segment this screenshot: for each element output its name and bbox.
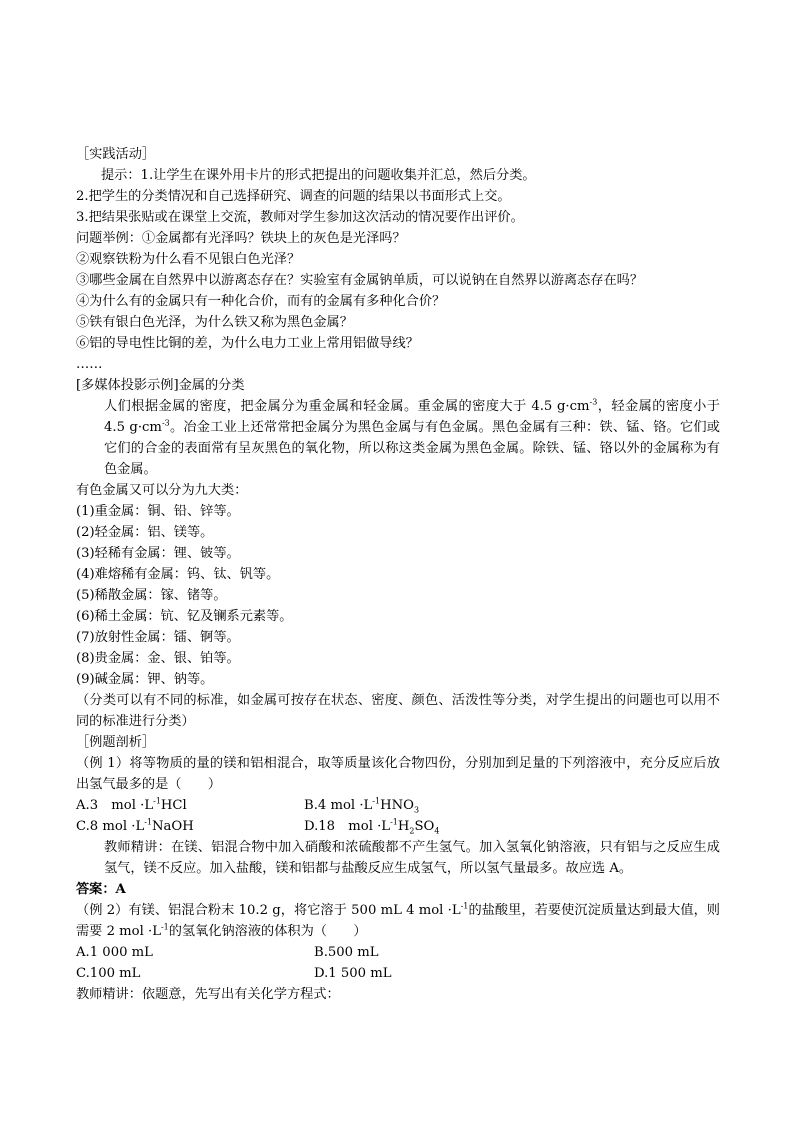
- ellipsis: ……: [76, 357, 103, 372]
- example-1-options-row-2: [76, 816, 720, 837]
- question-example-3: ③哪些金属在自然界中以游离态存在？实验室有金属钠单质，可以说钠在自然界以游离态存在吗？: [76, 273, 644, 288]
- example-2-explanation: 教师精讲：依题意，先写出有关化学方程式：: [76, 987, 340, 1002]
- classification-subhead: 有色金属又可以分为九大类：: [76, 483, 248, 498]
- metal-category-item: (2)轻金属：铝、镁等。: [76, 525, 214, 540]
- practice-heading: ［实践活动］: [76, 147, 156, 162]
- example-1-option-a: A.3 mol $\cdot L^{-1}HCl$: [76, 796, 187, 813]
- example-1-option-d: D.18 mol $\cdot L^{-1}H_2SO_4$: [304, 817, 440, 836]
- classification-intro: 人们根据金属的密度，把金属分为重金属和轻金属。重金属的密度大于 4.5 $g\cdot cm^{-3}$，轻金属的密度小于 4.5 $g\cdot cm^{-3}$。冶金工业上还常常把金属分为黑色金属与有色金属。黑色金属有三种：铁、锰、铬。它们或它们的合金的表面常有呈灰黑色的氧化物，所以称这类金属为黑色金属。除铁、锰、铬以外的金属称为有色金属。: [104, 397, 720, 477]
- metal-category-item: (1)重金属：铜、铅、锌等。: [76, 504, 240, 519]
- practice-tip-2: 2.把学生的分类情况和自己选择研究、调查的问题的结果以书面形式上交。: [76, 189, 511, 204]
- question-example-1: 问题举例：①金属都有光泽吗？铁块上的灰色是光泽吗？: [76, 231, 406, 246]
- example-2-options-row-1: [76, 942, 720, 963]
- example-2-option-b: B.500 mL: [314, 945, 379, 960]
- example-1-option-b: B.4 mol $\cdot L^{-1}HNO_3$: [304, 796, 420, 815]
- example-1-question: （例 1）将等物质的量的镁和铝相混合，取等质量该化合物四份，分别加到足量的下列溶液中，充分反应后放出氢气最多的是（ ）: [76, 756, 720, 792]
- metal-category-item: (3)轻稀有金属：锂、铍等。: [76, 546, 240, 561]
- question-example-5: ⑤铁有银白色光泽，为什么铁又称为黑色金属？: [76, 315, 353, 330]
- example-2-option-a: A.1 000 mL: [76, 945, 153, 960]
- example-1-answer: 答案：A: [76, 882, 126, 897]
- metal-category-item: (6)稀土金属：钪、钇及镧系元素等。: [76, 609, 293, 624]
- document-content: [76, 144, 720, 1005]
- examples-heading: ［例题剖析］: [76, 735, 156, 750]
- question-example-6: ⑥铝的导电性比铜的差，为什么电力工业上常用铝做导线？: [76, 336, 419, 351]
- metal-category-item: (5)稀散金属：镓、锗等。: [76, 588, 227, 603]
- practice-tip-3: 3.把结果张贴或在课堂上交流，教师对学生参加这次活动的情况要作出评价。: [76, 210, 524, 225]
- example-2-option-c: C.100 mL: [76, 966, 141, 981]
- classification-note: （分类可以有不同的标准，如金属可按存在状态、密度、颜色、活泼性等分类，对学生提出的问题也可以用不同的标准进行分类）: [76, 693, 720, 729]
- example-2-question: （例 2）有镁、铝混合粉末 10.2 g，将它溶于 500 mL 4 mol $\cdot L^{-1}$的盐酸里，若要使沉淀质量达到最大值，则需要 2 mol $\cdot L^{-1}$的氢氧化钠溶液的体积为（ ）: [76, 901, 720, 939]
- classification-heading: [多媒体投影示例]金属的分类: [76, 378, 245, 393]
- practice-tip-1: 提示：1.让学生在课外用卡片的形式把提出的问题收集并汇总，然后分类。: [101, 168, 536, 183]
- example-2-option-d: D.1 500 mL: [314, 966, 392, 981]
- example-1-options-row-1: [76, 795, 720, 816]
- example-2-options-row-2: [76, 963, 720, 984]
- metal-category-item: (8)贵金属：金、银、铂等。: [76, 651, 240, 666]
- metal-category-item: (9)碱金属：钾、钠等。: [76, 672, 214, 687]
- example-1-option-c: C.8 mol $\cdot L^{-1}NaOH$: [76, 817, 194, 834]
- question-example-2: ②观察铁粉为什么看不见银白色光泽？: [76, 252, 301, 267]
- question-example-4: ④为什么有的金属只有一种化合价，而有的金属有多种化合价？: [76, 294, 446, 309]
- metal-category-item: (4)难熔稀有金属：钨、钛、钒等。: [76, 567, 280, 582]
- example-1-explanation: 教师精讲：在镁、铝混合物中加入硝酸和浓硫酸都不产生氢气。加入氢氧化钠溶液，只有铝与之反应生成氢气，镁不反应。加入盐酸，镁和铝都与盐酸反应生成氢气，所以氢气量最多。故应选 A。: [104, 840, 720, 876]
- metal-category-item: (7)放射性金属：镭、锕等。: [76, 630, 240, 645]
